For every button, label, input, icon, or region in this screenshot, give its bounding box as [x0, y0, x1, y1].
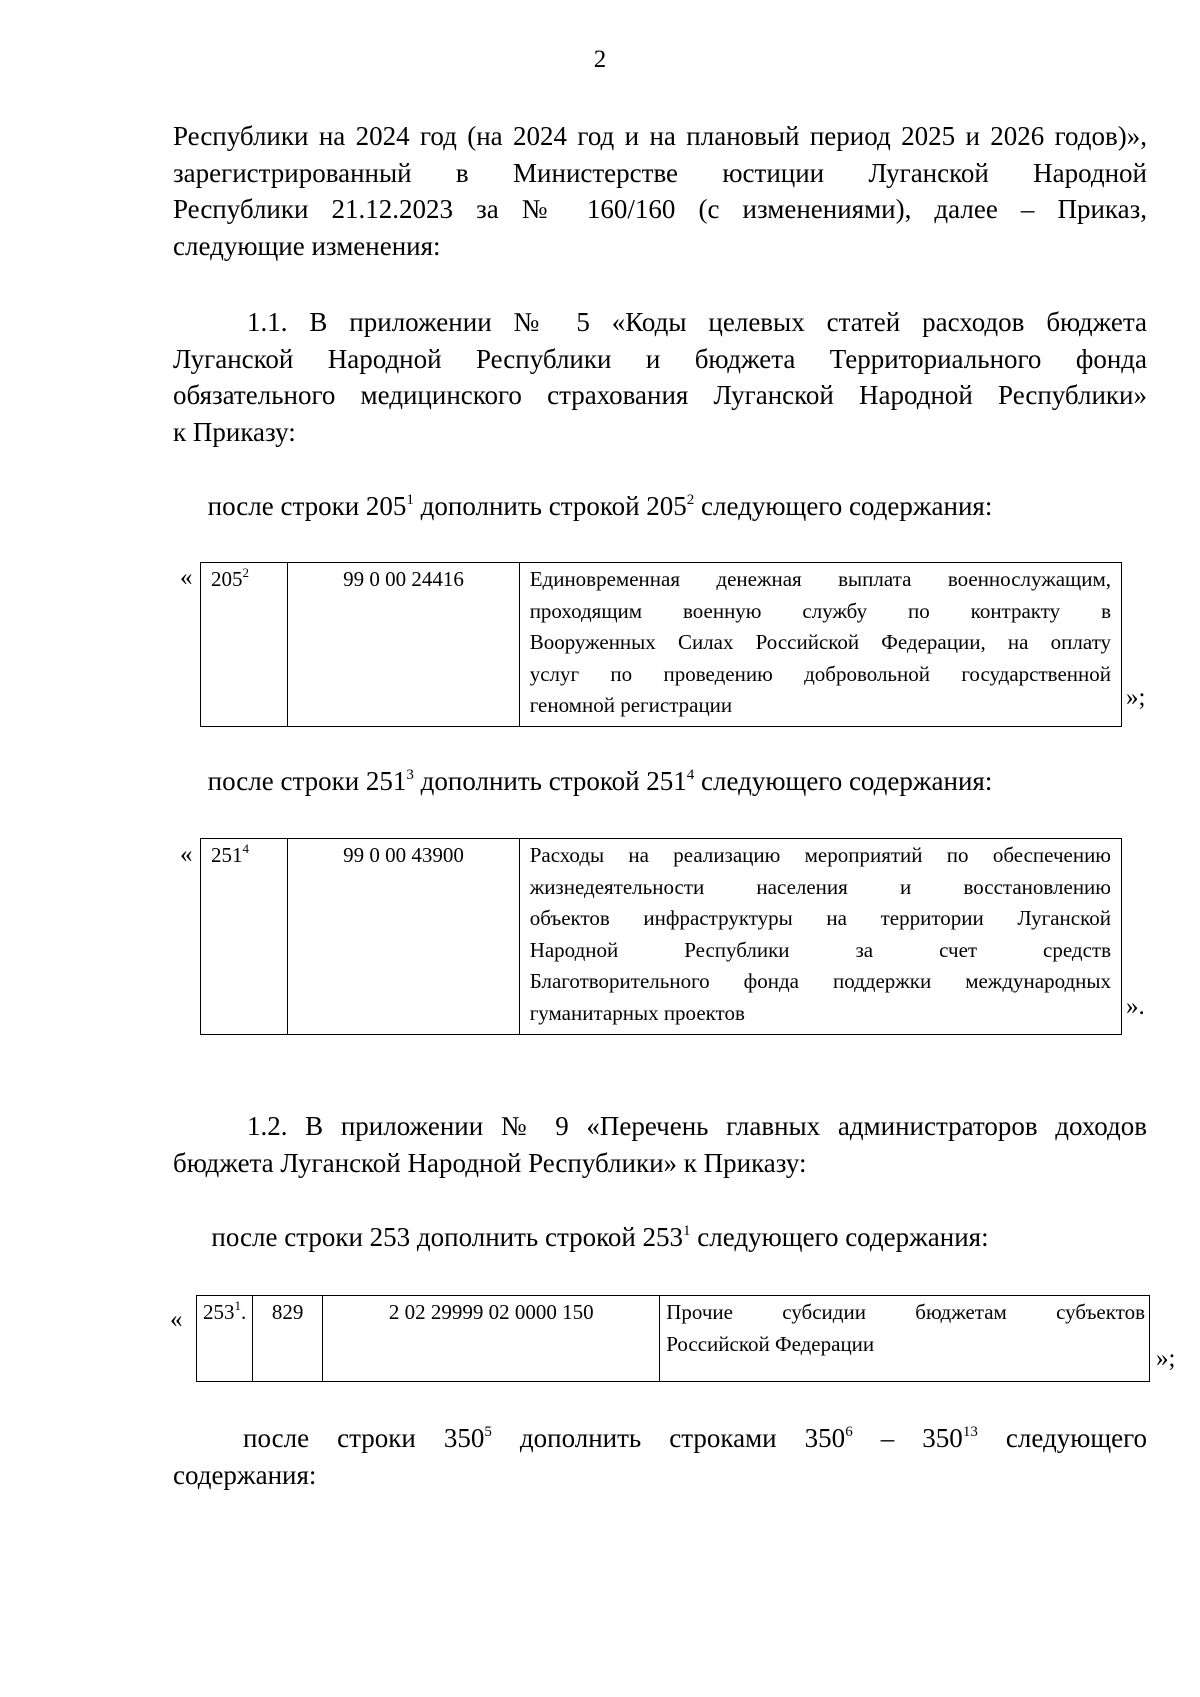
- description-cell: Единовременная денежная выплата военнослужащим, проходящим военную службу по контракту в Вооруженных Силах Российской Федерации, на оплату услуг по проведению добровольной государственной геномной регистрации: [519, 563, 1121, 727]
- row-table-251-4: [200, 838, 1122, 1035]
- superscript: 3: [406, 767, 414, 783]
- instruction-text: после строки 205: [207, 491, 407, 521]
- superscript: 2: [686, 492, 695, 508]
- instruction-text: дополнить строкой 251: [413, 766, 687, 796]
- section-1-2-paragraph: [173, 1108, 1147, 1181]
- table-row: [201, 563, 1122, 727]
- insert-instruction-253: [0, 1222, 1200, 1253]
- insert-instruction-251: [0, 766, 1200, 797]
- section-line: бюджета Луганской Народной Республики» к Приказу:: [173, 1147, 807, 1178]
- closing-quote: »;: [1156, 1345, 1176, 1372]
- description-cell: Расходы на реализацию мероприятий по обеспечению жизнедеятельности населения и восстановлению объектов инфраструктуры на территории Луганской Народной Республики за счет средств Благотворительного фонда поддержки международных гуманитарных проектов: [519, 839, 1121, 1035]
- instruction-text: следующего содержания:: [690, 1222, 989, 1252]
- table-row: [201, 839, 1122, 1035]
- superscript: 1: [683, 1223, 691, 1239]
- section-line: 1.2. В приложении № 9 «Перечень главных администраторов доходов: [247, 1111, 1147, 1141]
- opening-quote: «: [170, 1306, 183, 1333]
- intro-line: зарегистрированный в Министерстве юстиции Луганской Народной: [173, 157, 1147, 188]
- section-line: 1.1. В приложении № 5 «Коды целевых статей расходов бюджета: [247, 307, 1147, 337]
- page-number: 2: [593, 46, 607, 73]
- row-table-253-1: [196, 1295, 1150, 1382]
- description-cell: Прочие субсидии бюджетам субъектов Российской Федерации: [660, 1296, 1150, 1382]
- row-number-cell: $253^1$.: [197, 1296, 253, 1382]
- instruction-text: после строки 251: [207, 766, 407, 796]
- superscript: 4: [686, 767, 695, 783]
- row-table-205-2: [200, 562, 1122, 727]
- income-code-cell: 2 02 29999 02 0000 150: [323, 1296, 660, 1382]
- superscript: 1: [406, 492, 414, 508]
- instruction-line: содержания:: [173, 1459, 317, 1490]
- section-line: к Приказу:: [173, 416, 296, 447]
- intro-line: Республики на 2024 год (на 2024 год и на плановый период 2025 и 2026 годов)»,: [173, 121, 1147, 151]
- admin-code-cell: 829: [252, 1296, 322, 1382]
- insert-instruction-350: [173, 1420, 1147, 1493]
- opening-quote: «: [180, 841, 193, 868]
- intro-paragraph: [173, 118, 1147, 264]
- table-row: [197, 1296, 1150, 1382]
- section-line: Луганской Народной Республики и бюджета Территориального фонда: [173, 343, 1147, 374]
- instruction-text: после строки 253 дополнить строкой 253: [211, 1222, 684, 1252]
- instruction-text: следующего содержания:: [694, 491, 993, 521]
- instruction-text: следующего содержания:: [694, 766, 993, 796]
- row-number-cell: $251^4$: [201, 839, 288, 1035]
- closing-quote: ».: [1126, 993, 1145, 1020]
- insert-instruction-205: [0, 491, 1200, 522]
- intro-line: Республики 21.12.2023 за № 160/160 (с изменениями), далее – Приказ,: [173, 194, 1147, 224]
- section-1-1-paragraph: [173, 304, 1147, 450]
- opening-quote: «: [180, 564, 193, 591]
- row-number-cell: $205^2$: [201, 563, 288, 727]
- instruction-line: после строки $350^5$ дополнить строками $350^6 - 350^{13}$ следующего: [243, 1423, 1148, 1453]
- target-code-cell: 99 0 00 24416: [288, 563, 520, 727]
- intro-line: следующие изменения:: [173, 230, 441, 261]
- closing-quote: »;: [1126, 684, 1146, 711]
- instruction-text: дополнить строкой 205: [413, 491, 687, 521]
- section-line: обязательного медицинского страхования Луганской Народной Республики»: [173, 380, 1147, 410]
- target-code-cell: 99 0 00 43900: [288, 839, 520, 1035]
